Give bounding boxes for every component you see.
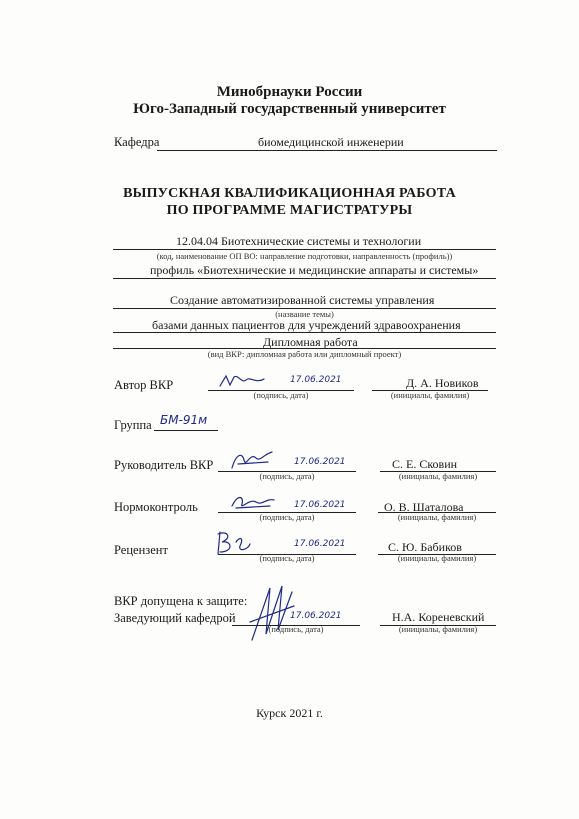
- reviewer-name-caption: (инициалы, фамилия): [397, 553, 477, 563]
- head-sig-caption: (подпись, дата): [268, 624, 324, 634]
- reviewer-sig-caption: (подпись, дата): [259, 553, 315, 563]
- supervisor-name: С. Е. Сковин: [392, 457, 458, 471]
- topic-underline2: [113, 332, 496, 333]
- topic-line2: базами данных пациентов для учреждений здравоохранения: [152, 318, 461, 332]
- head-name: Н.А. Кореневский: [392, 610, 485, 624]
- supervisor-sign-date: 17.06.2021: [294, 457, 346, 467]
- topic-caption: (название темы): [275, 309, 334, 319]
- author-label: Автор ВКР: [114, 378, 174, 392]
- supervisor-name-caption: (инициалы, фамилия): [398, 471, 478, 481]
- normcontrol-sig-caption: (подпись, дата): [259, 512, 315, 522]
- group-label: Группа: [114, 418, 152, 432]
- program-caption: (код, наименование ОП ВО: направление подготовки, направленность (профиль)): [156, 251, 453, 261]
- profile-underline: [113, 278, 496, 279]
- department-label: Кафедра: [114, 135, 160, 149]
- ministry-heading: Минобрнауки России: [216, 84, 363, 100]
- author-name-caption: (инициалы, фамилия): [390, 390, 470, 400]
- normcontrol-name-caption: (инициалы, фамилия): [397, 512, 477, 522]
- city-year: Курск 2021 г.: [256, 706, 323, 720]
- group-value: БМ-91м: [160, 413, 208, 427]
- author-name: Д. А. Новиков: [406, 376, 479, 390]
- reviewer-sign-date: 17.06.2021: [294, 539, 346, 549]
- normcontrol-sign-date: 17.06.2021: [294, 500, 346, 510]
- author-sig-caption: (подпись, дата): [253, 390, 309, 400]
- author-signature: [218, 372, 268, 390]
- normcontrol-signature: [228, 490, 278, 514]
- group-underline: [154, 430, 218, 431]
- document-title-line1: ВЫПУСКНАЯ КВАЛИФИКАЦИОННАЯ РАБОТА: [123, 186, 456, 201]
- department-value: биомедицинской инженерии: [258, 135, 404, 149]
- supervisor-label: Руководитель ВКР: [114, 458, 214, 472]
- reviewer-label: Рецензент: [114, 543, 168, 557]
- program-code: 12.04.04 Биотехнические системы и технологии: [176, 234, 422, 248]
- topic-line1: Создание автоматизированной системы управления: [170, 293, 435, 307]
- admission-label: ВКР допущена к защите:: [114, 594, 248, 608]
- author-sign-date: 17.06.2021: [290, 375, 342, 385]
- program-underline: [113, 249, 496, 250]
- university-heading: Юго-Западный государственный университет: [133, 101, 446, 117]
- program-profile: профиль «Биотехнические и медицинские аппараты и системы»: [150, 263, 479, 277]
- reviewer-name: С. Ю. Бабиков: [388, 540, 462, 554]
- head-of-department-label: Заведующий кафедрой: [114, 611, 236, 625]
- department-underline: [157, 150, 497, 151]
- work-type-caption: (вид ВКР: дипломная работа или дипломный проект): [207, 349, 402, 359]
- normcontrol-name: О. В. Шаталова: [384, 500, 464, 514]
- head-name-caption: (инициалы, фамилия): [398, 624, 478, 634]
- work-type-value: Дипломная работа: [263, 335, 358, 349]
- document-title-line2: ПО ПРОГРАММЕ МАГИСТРАТУРЫ: [166, 203, 413, 218]
- normcontrol-label: Нормоконтроль: [114, 500, 198, 514]
- head-sign-date: 17.06.2021: [290, 611, 342, 621]
- supervisor-sig-caption: (подпись, дата): [259, 471, 315, 481]
